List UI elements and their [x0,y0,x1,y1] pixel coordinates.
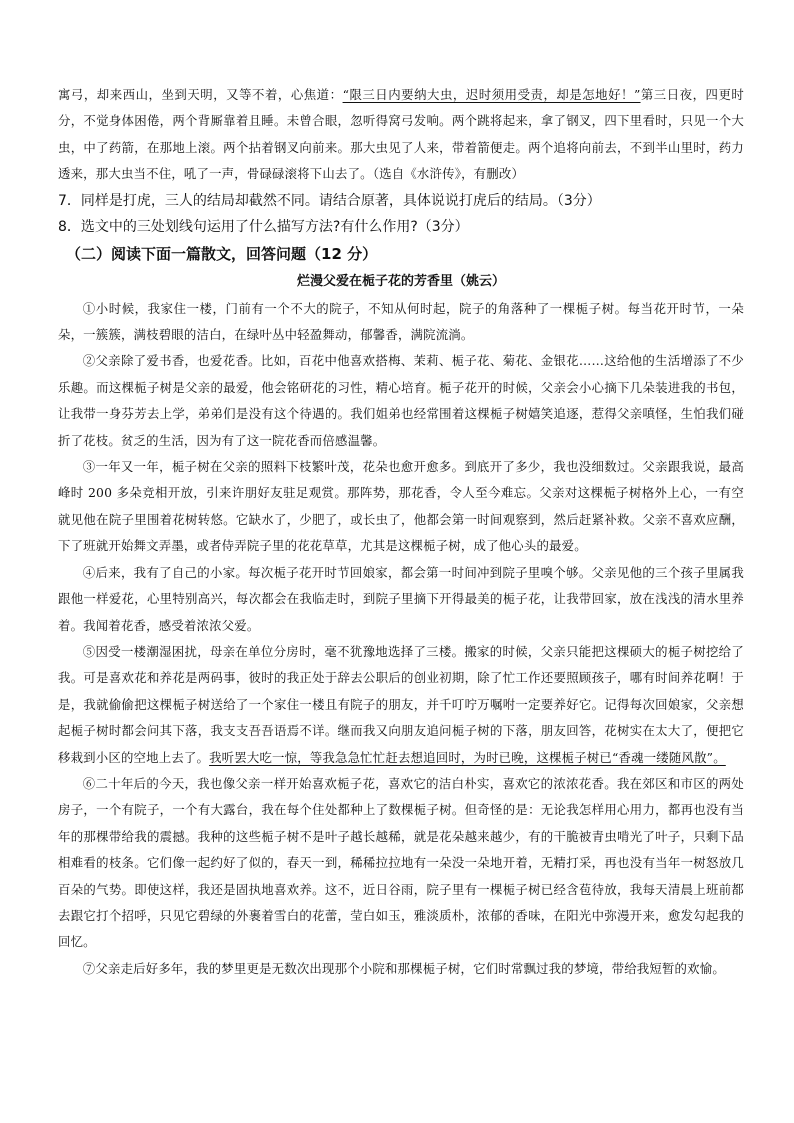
essay-paragraph-5 [58,639,744,771]
essay-paragraph-7: ⑦父亲走后好多年，我的梦里更是无数次出现那个小院和那棵栀子树，它们时常飘过我的梦境，带给我短暂的欢愉。 [82,960,725,976]
excerpt-text-start: 寓弓，却来西山，坐到天明，又等不着，心焦道： [58,87,343,102]
excerpt-paragraph [58,82,744,188]
underlined-sentence-5: 我听罢大吃一惊，等我急急忙忙赶去想追回时，为时已晚，这棵栀子树已“香魂一缕随风散”。 [209,749,726,765]
underlined-sentence: “限三日内要纳大虫，迟时须用受责，却是怎地好！” [342,87,641,102]
essay-paragraph-4: ④后来，我有了自己的小家。每次栀子花开时节回娘家，都会第一时间冲到院子里嗅个够。父亲见他的三个孩子里属我跟他一样爱花，心里特别高兴，每次都会在我临走时，到院子里摘下开得最美的栀子花，让我带回家，放在浅浅的清水里养着。我闻着花香，感受着浓浓父爱。 [58,564,744,633]
essay-paragraph-1: ①小时候，我家住一楼，门前有一个不大的院子，不知从何时起，院子的角落种了一棵栀子树。每当花开时节，一朵朵，一簇簇，满枝碧眼的洁白，在绿叶丛中轻盈舞动，郁馨香，满院流淌。 [58,300,744,343]
paragraph-5-text: ⑤因受一楼潮湿困扰，母亲在单位分房时，毫不犹豫地选择了三楼。搬家的时候，父亲只能把这棵硕大的栀子树挖给了我。可是喜欢花和养花是两码事，彼时的我正处于辞去公职后的创业初期，除了忙工作还要照顾孩子，哪有时间养花啊！于是，我就偷偷把这棵栀子树送给了一个家住一楼且有院子的朋友，并千叮咛万嘱咐一定要养好它。记得每次回娘家，父亲想起栀子树时都会问其下落，我支支吾吾语焉不详。继而我又向朋友追问栀子树的下落，朋友回答，花树实在太大了，便把它移栽到小区的空地上去了。 [58,643,744,765]
essay-paragraph-2: ②父亲除了爱书香，也爱花香。比如，百花中他喜欢搭梅、茉莉、栀子花、菊花、金银花……这给他的生活增添了不少乐趣。而这棵栀子树是父亲的最爱，他会铭研花的习性，精心培育。栀子花开的时候，父亲会小心摘下几朵装进我的书包，让我带一身芬芳去上学，弟弟们是没有这个待遇的。我们姐弟也经常围着这棵栀子树嬉笑追逐，惹得父亲嗔怪，生怕我们碰折了花枝。贫乏的生活，因为有了这一院花香而倍感温馨。 [58,353,744,448]
section-heading: （二）阅读下面一篇散文，回答问题（12 分） [66,244,378,263]
excerpt-text-rest: 第三日夜，四更时分，不觉身体困倦，两个背厮靠着且睡。未曾合眼，忽听得窝弓发响。两个跳将起来，拿了钢叉，四下里看时，只见一个大虫，中了药箭，在那地上滚。两个拈着钢叉向前来。那大虫见了人来，带着箭便走。两个追将向前去，不到半山里时，药力透来，那大虫当不住，吼了一声，骨碌碌滚将下山去了。（选自《水浒传》，有删改） [58,87,745,182]
question-8: 8．选文中的三处划线句运用了什么描写方法?有什么作用?（3分） [58,218,469,235]
essay-paragraph-3: ③一年又一年，栀子树在父亲的照料下枝繁叶茂，花朵也愈开愈多。到底开了多少，我也没细数过。父亲跟我说，最高峰时 200 多朵竞相开放，引来许朋好友驻足观赏。那阵势，那花香，令人至今难忘。父亲对这棵栀子树格外上心，一有空就见他在院子里围着花树转悠。它缺水了，少肥了，或长虫了，他都会第一时间观察到，然后赶紧补救。父亲不喜欢应酬，下了班就开始舞文弄墨，或者侍弄院子里的花花草草，尤其是这棵栀子树，成了他心头的最爱。 [58,459,744,554]
essay-paragraph-6: ⑥二十年后的今天，我也像父亲一样开始喜欢栀子花，喜欢它的洁白朴实，喜欢它的浓浓花香。我在郊区和市区的两处房子，一个有院子，一个有大露台，我在每个住处都种上了数棵栀子树。但奇怪的是：无论我怎样用心用力，都再也没有当年的那棵带给我的震撼。我种的这些栀子树不是叶子越长越稀，就是花朵越来越少，有的干脆被青虫啃光了叶子，只剩下品相难看的枝条。它们像一起约好了似的，春天一到，稀稀拉拉地有一朵没一朵地开着，无精打采，再也没有当年一树怒放几百朵的气势。即使这样，我还是固执地喜欢养。这不，近日谷雨，院子里有一棵栀子树已经含苞待放，我每天清晨上班前都去跟它打个招呼，只见它碧绿的外裹着雪白的花蕾，莹白如玉，雅淡质朴，浓郁的香味，在阳光中弥漫开来，愈发勾起我的回忆。 [58,775,744,950]
question-7: 7．同样是打虎，三人的结局却截然不同。请结合原著，具体说说打虎后的结局。（3分） [58,192,601,209]
document-page [58,82,744,982]
essay-title: 烂漫父爱在栀子花的芳香里（姚云） [296,273,505,289]
